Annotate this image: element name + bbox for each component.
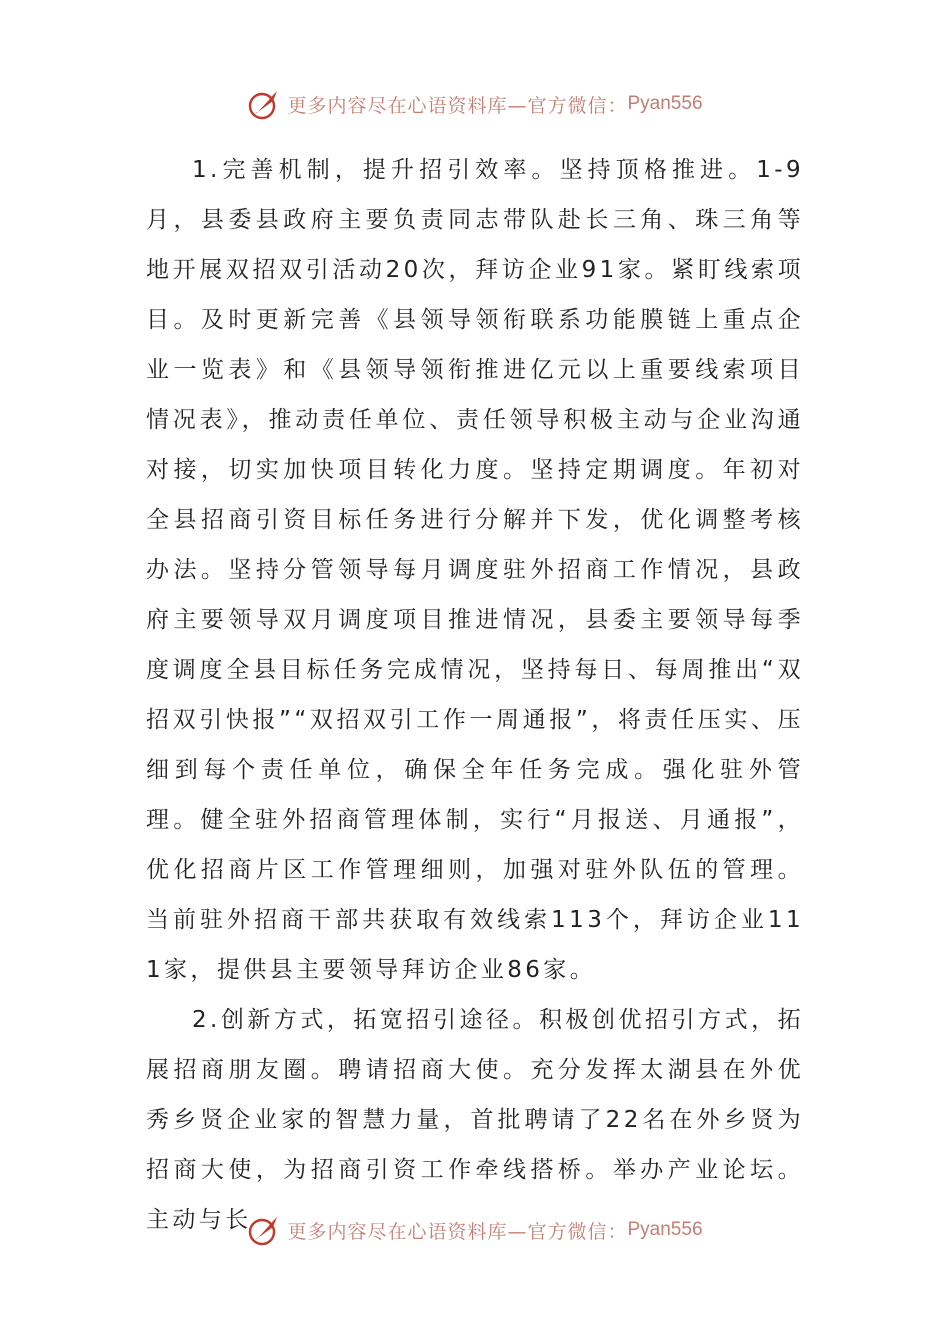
- paragraph-2: 2.创新方式，拓宽招引途径。积极创优招引方式，拓展招商朋友圈。聘请招商大使。充分发挥太湖县在外优秀乡贤企业家的智慧力量，首批聘请了22名在外乡贤为招商大使，为招商引资工作牵线搭桥。举办产业论坛。主动与长: [146, 1007, 804, 1233]
- footer-banner: [0, 1208, 950, 1252]
- footer-wechat-id: Pyan556: [627, 1219, 703, 1240]
- paragraph-1: 1.完善机制，提升招引效率。坚持顶格推进。1-9月，县委县政府主要负责同志带队赴长三角、珠三角等地开展双招双引活动20次，拜访企业91家。紧盯线索项目。及时更新完善《县领导领衔联系功能膜链上重点企业一览表》和《县领导领衔推进亿元以上重要线索项目情况表》，推动责任单位、责任领导积极主动与企业沟通对接，切实加快项目转化力度。坚持定期调度。年初对全县招商引资目标任务进行分解并下发，优化调整考核办法。坚持分管领导每月调度驻外招商工作情况，县政府主要领导双月调度项目推进情况，县委主要领导每季度调度全县目标任务完成情况，坚持每日、每周推出“双招双引快报”“双招双引工作一周通报”，将责任压实、压细到每个责任单位，确保全年任务完成。强化驻外管理。健全驻外招商管理体制，实行“月报送、月通报”，优化招商片区工作管理细则，加强对驻外队伍的管理。当前驻外招商干部共获取有效线索113个，拜访企业111家，提供县主要领导拜访企业86家。: [146, 157, 804, 983]
- quill-logo-icon: [247, 87, 281, 121]
- header-wechat-id: Pyan556: [627, 93, 703, 114]
- document-body: [146, 145, 804, 1245]
- footer-banner-text: 更多内容尽在心语资料库—官方微信：: [287, 1220, 628, 1243]
- header-banner: [0, 82, 950, 126]
- quill-logo-icon: [247, 1213, 281, 1247]
- header-banner-text: 更多内容尽在心语资料库—官方微信：: [287, 94, 628, 117]
